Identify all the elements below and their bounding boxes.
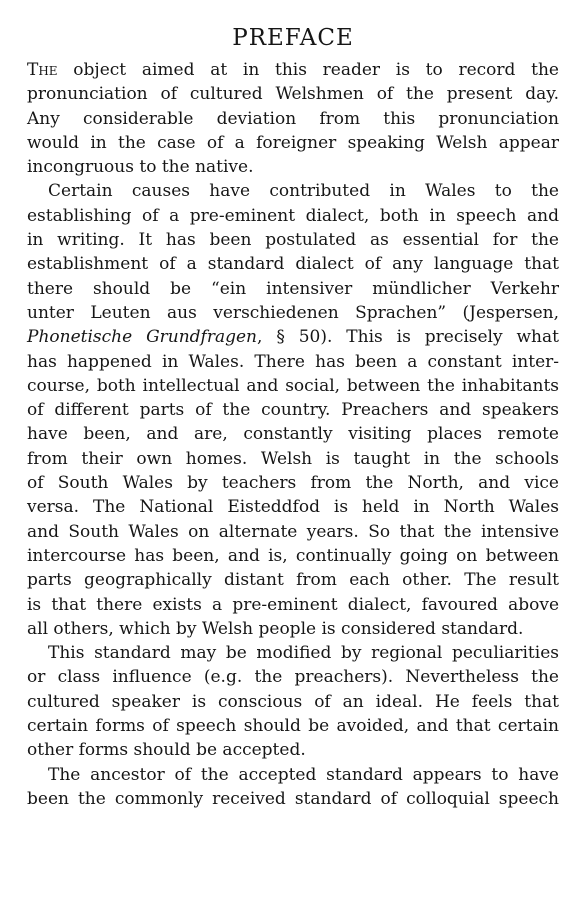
- text-line: of South Wales by teachers from the North, and vice: [27, 473, 559, 494]
- text-line: intercourse has been, and is, continually going on between: [27, 545, 559, 566]
- text-line: course, both intellectual and social, between the inhabitants: [27, 375, 559, 396]
- text-line: The ancestor of the accepted standard appears to have: [48, 764, 559, 785]
- text-line: unter Leuten aus verschiedenen Sprachen” (Jespersen,: [27, 302, 559, 323]
- text-line: or class influence (e.g. the preachers). Nevertheless the: [27, 667, 559, 688]
- paragraph-4: [27, 763, 559, 812]
- text-line: all others, which by Welsh people is considered standard.: [27, 618, 524, 639]
- text-line: cultured speaker is conscious of an ideal. He feels that: [27, 691, 559, 712]
- text-line: there should be “ein intensiver mündlicher Verkehr: [27, 278, 559, 299]
- text-line: Phonetische Grundfragen, § 50). This is precisely what: [27, 327, 559, 348]
- text-line: has happened in Wales. There has been a constant inter-: [27, 351, 559, 372]
- text-line: parts geographically distant from each other. The result: [27, 570, 559, 591]
- text-line: have been, and are, constantly visiting places remote: [27, 424, 559, 445]
- text-line: certain forms of speech should be avoided, and that certain: [27, 716, 559, 737]
- text-line: from their own homes. Welsh is taught in the schools: [27, 448, 559, 469]
- text-line: The object aimed at in this reader is to record the: [27, 60, 559, 80]
- text-line: pronunciation of cultured Welshmen of the present day.: [27, 84, 559, 105]
- text-line: versa. The National Eisteddfod is held in North Wales: [27, 497, 559, 518]
- paragraph-2: [27, 179, 559, 641]
- text-line: would in the case of a foreigner speaking Welsh appear: [27, 132, 559, 153]
- text-line: This standard may be modified by regional peculiarities: [48, 643, 559, 664]
- text-line: establishment of a standard dialect of any language that: [27, 254, 559, 275]
- page-title: PREFACE: [232, 25, 354, 51]
- text-line: other forms should be accepted.: [27, 740, 306, 761]
- paragraph-3: [27, 641, 559, 762]
- text-line: incongruous to the native.: [27, 157, 254, 178]
- text-line: Certain causes have contributed in Wales to the: [48, 181, 559, 202]
- text-line: been the commonly received standard of colloquial speech: [27, 788, 559, 809]
- text-line: is that there exists a pre-eminent dialect, favoured above: [27, 594, 559, 615]
- text-line: and South Wales on alternate years. So that the intensive: [27, 521, 559, 542]
- text-line: establishing of a pre-eminent dialect, both in speech and: [27, 205, 559, 226]
- text-line: Any considerable deviation from this pronunciation: [27, 108, 559, 129]
- paragraph-1: [27, 58, 559, 179]
- text-line: in writing. It has been postulated as essential for the: [27, 230, 559, 251]
- text-line: of different parts of the country. Preachers and speakers: [27, 400, 559, 421]
- book-page: [27, 24, 559, 811]
